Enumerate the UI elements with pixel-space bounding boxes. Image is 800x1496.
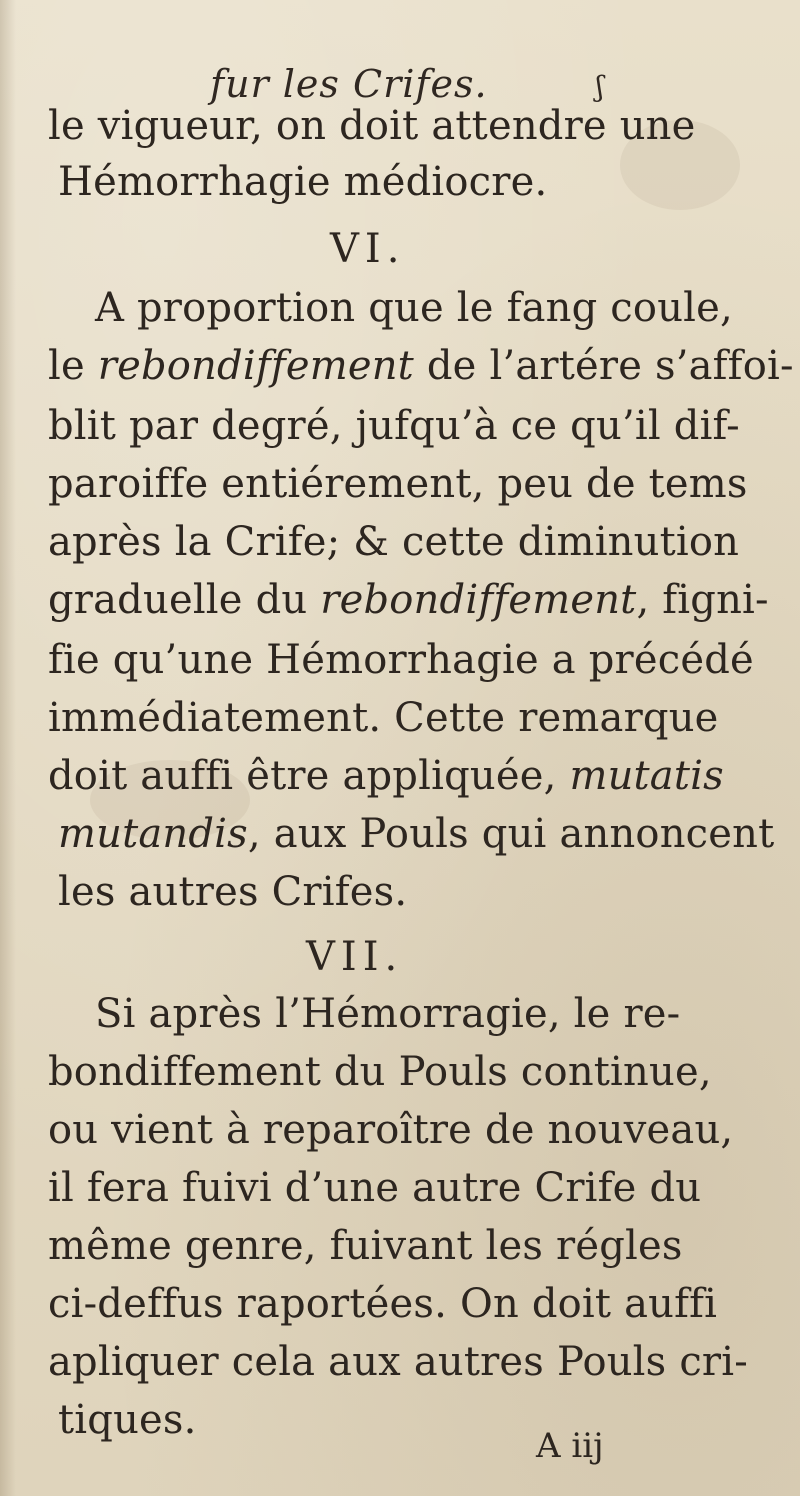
section-vi-line-6 (48, 577, 778, 623)
line-part: de l’artére s’affoi- (413, 343, 794, 389)
section-vi-line-7: fie qu’une Hémorrhagie a précédé (48, 637, 754, 683)
line-part: , figni- (636, 577, 769, 623)
section-vi-line-4: paroiffe entiérement, peu de tems (48, 461, 748, 507)
section-vii-line-8: tiques. (58, 1397, 197, 1443)
signature-mark: ʃ (596, 70, 604, 103)
section-vi-line-1: A proportion que le fang coule, (95, 285, 733, 331)
section-vii-line-1: Si après l’Hémorragie, le re- (95, 991, 681, 1037)
section-vii-line-6: ci-deffus raportées. On doit auffi (48, 1281, 718, 1327)
line-part: le (48, 343, 98, 389)
section-vi-line-10 (58, 811, 788, 857)
catchword: A iij (536, 1426, 604, 1466)
italic-term: rebondiffement (97, 343, 414, 389)
page-gutter-shadow (0, 0, 16, 1496)
section-vii-line-4: il fera fuivi d’une autre Crife du (48, 1165, 702, 1211)
section-vi-line-9 (48, 753, 778, 799)
line-part: graduelle du (48, 577, 321, 623)
section-vii-line-7: apliquer cela aux autres Pouls cri- (48, 1339, 748, 1385)
italic-term: rebondiffement (320, 577, 637, 623)
section-vii-line-3: ou vient à reparoître de nouveau, (48, 1107, 734, 1153)
section-vi-line-2 (48, 343, 794, 389)
section-heading-vi: VI. (330, 226, 406, 272)
italic-term: mutatis (569, 753, 724, 799)
body-line-1: le vigueur, on doit attendre une (48, 103, 696, 149)
running-head: fur les Crifes. (210, 62, 488, 106)
section-vi-line-3: blit par degré, jufqu’à ce qu’il dif- (48, 403, 740, 449)
section-vii-line-5: même genre, fuivant les régles (48, 1223, 683, 1269)
section-heading-vii: VII. (306, 934, 404, 980)
section-vi-line-8: immédiatement. Cette remarque (48, 695, 719, 741)
section-vi-line-5: après la Crife; & cette diminution (48, 519, 740, 565)
section-vii-line-2: bondiffement du Pouls continue, (48, 1049, 712, 1095)
section-vi-line-11: les autres Crifes. (58, 869, 408, 915)
line-part: , aux Pouls qui annoncent (247, 811, 775, 857)
body-line-2: Hémorrhagie médiocre. (58, 159, 548, 205)
italic-term: mutandis (58, 811, 248, 857)
line-part: doit auffi être appliquée, (48, 753, 570, 799)
